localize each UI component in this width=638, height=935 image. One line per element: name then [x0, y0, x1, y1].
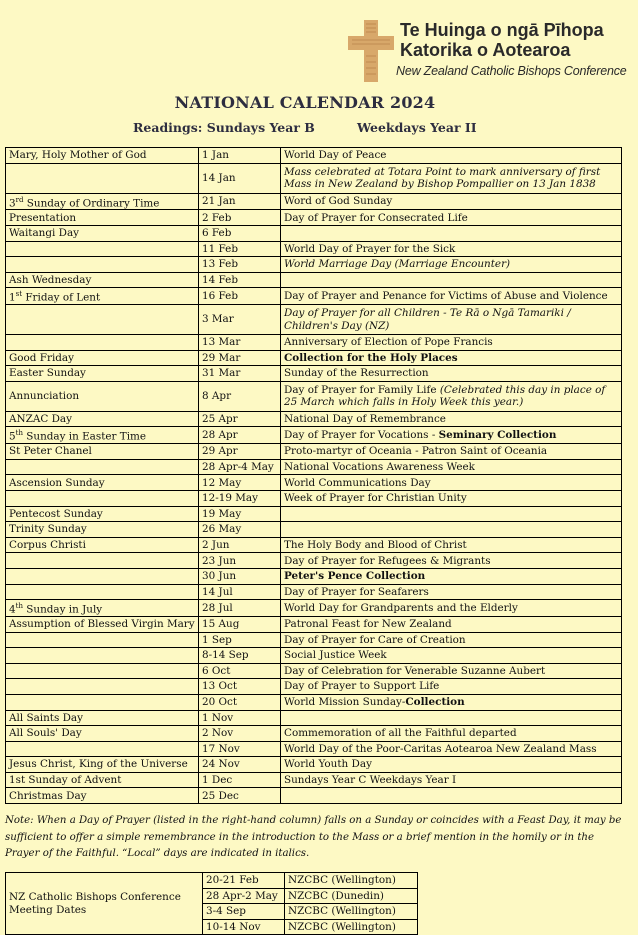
feast-cell: Good Friday	[6, 350, 199, 366]
table-row	[6, 584, 622, 600]
feast-cell: Corpus Christi	[6, 537, 199, 553]
meeting-place: NZCBC (Wellington)	[285, 873, 418, 889]
table-row	[6, 757, 622, 773]
org-name-maori-2: Katorika o Aotearoa	[400, 40, 571, 60]
table-row	[6, 741, 622, 757]
feast-cell: Ash Wednesday	[6, 272, 199, 288]
observance-cell: Mass celebrated at Totara Point to mark anniversary of first Mass in New Zealand by Bishop Pompallier on 13 Jan 1838	[281, 163, 622, 193]
date-cell: 26 May	[199, 522, 281, 538]
feast-cell: 5th Sunday in Easter Time	[6, 427, 199, 444]
date-cell: 1 Nov	[199, 710, 281, 726]
date-cell: 1 Sep	[199, 632, 281, 648]
date-cell: 25 Apr	[199, 411, 281, 427]
table-row	[6, 272, 622, 288]
observance-cell: World Day for Grandparents and the Elderly	[281, 600, 622, 617]
date-cell: 2 Jun	[199, 537, 281, 553]
footnote: Note: When a Day of Prayer (listed in the right-hand column) falls on a Sunday or coincides with a Feast Day, it may be sufficient to offer a simple remembrance in the introduction to the Mass or a brief mention in the homily or in the Prayer of the Faithful. “Local” days are indicated in italics.	[5, 815, 622, 859]
table-row	[6, 694, 622, 710]
feast-cell: Annunciation	[6, 381, 199, 411]
table-row	[6, 648, 622, 664]
table-row	[6, 772, 622, 788]
feast-cell	[6, 568, 199, 584]
observance-cell	[281, 225, 622, 241]
feast-cell: Waitangi Day	[6, 225, 199, 241]
observance-cell: Day of Celebration for Venerable Suzanne Aubert	[281, 663, 622, 679]
table-row	[6, 193, 622, 210]
date-cell: 12 May	[199, 475, 281, 491]
feast-cell	[6, 305, 199, 335]
table-row	[6, 305, 622, 335]
observance-cell	[281, 272, 622, 288]
feast-cell: Trinity Sunday	[6, 522, 199, 538]
observance-cell	[281, 427, 622, 444]
observance-cell	[281, 522, 622, 538]
observance-cell: Proto-martyr of Oceania - Patron Saint of Oceania	[281, 444, 622, 460]
table-row	[6, 257, 622, 273]
observance-cell: World Day of Peace	[281, 148, 622, 164]
feast-cell: 3rd Sunday of Ordinary Time	[6, 193, 199, 210]
feast-cell	[6, 241, 199, 257]
table-row	[6, 632, 622, 648]
observance-cell: Day of Prayer and Penance for Victims of Abuse and Violence	[281, 288, 622, 305]
observance-cell: The Holy Body and Blood of Christ	[281, 537, 622, 553]
feast-cell	[6, 663, 199, 679]
feast-cell: Assumption of Blessed Virgin Mary	[6, 616, 199, 632]
feast-cell: 4th Sunday in July	[6, 600, 199, 617]
feast-cell	[6, 741, 199, 757]
date-cell: 28 Apr-4 May	[199, 459, 281, 475]
observance-cell	[281, 694, 622, 710]
date-cell: 13 Feb	[199, 257, 281, 273]
org-name-english: New Zealand Catholic Bishops Conference	[396, 64, 627, 78]
observance-cell: Sundays Year C Weekdays Year I	[281, 772, 622, 788]
cross-logo-icon	[346, 18, 398, 84]
observance-cell: World Day of the Poor-Caritas Aotearoa New Zealand Mass	[281, 741, 622, 757]
observance-cell: Day of Prayer for Care of Creation	[281, 632, 622, 648]
observance-cell: National Vocations Awareness Week	[281, 459, 622, 475]
feast-cell: St Peter Chanel	[6, 444, 199, 460]
table-row	[6, 726, 622, 742]
table-row	[6, 679, 622, 695]
feast-cell	[6, 553, 199, 569]
date-cell: 3 Mar	[199, 305, 281, 335]
table-row	[6, 350, 622, 366]
meeting-date: 3-4 Sep	[203, 904, 285, 920]
observance-cell	[281, 788, 622, 804]
observance-cell: National Day of Remembrance	[281, 411, 622, 427]
feast-cell	[6, 632, 199, 648]
observance-extra: (Celebrated this day in place of 25 March which falls in Holy Week this year.)	[284, 384, 606, 409]
date-cell: 13 Mar	[199, 335, 281, 351]
observance-cell	[281, 381, 622, 411]
feast-cell: Presentation	[6, 210, 199, 226]
observance-cell: Week of Prayer for Christian Unity	[281, 491, 622, 507]
observance-extra: Collection	[405, 696, 465, 709]
date-cell: 19 May	[199, 506, 281, 522]
meeting-date: 20-21 Feb	[203, 873, 285, 889]
table-row	[6, 553, 622, 569]
date-cell: 2 Feb	[199, 210, 281, 226]
date-cell: 28 Jul	[199, 600, 281, 617]
observance-cell: World Day of Prayer for the Sick	[281, 241, 622, 257]
table-row	[6, 475, 622, 491]
date-cell: 20 Oct	[199, 694, 281, 710]
table-row	[6, 506, 622, 522]
table-row	[6, 241, 622, 257]
observance-cell: Word of God Sunday	[281, 193, 622, 210]
meeting-place: NZCBC (Dunedin)	[285, 888, 418, 904]
feast-cell: Jesus Christ, King of the Universe	[6, 757, 199, 773]
observance-cell: Peter's Pence Collection	[281, 568, 622, 584]
date-cell: 12-19 May	[199, 491, 281, 507]
observance-cell: Social Justice Week	[281, 648, 622, 664]
table-row	[6, 710, 622, 726]
observance-extra: Seminary Collection	[438, 429, 557, 442]
table-row	[6, 537, 622, 553]
feast-cell: Mary, Holy Mother of God	[6, 148, 199, 164]
date-cell: 15 Aug	[199, 616, 281, 632]
date-cell: 17 Nov	[199, 741, 281, 757]
feast-cell: All Souls' Day	[6, 726, 199, 742]
date-cell: 31 Mar	[199, 366, 281, 382]
feast-cell: Easter Sunday	[6, 366, 199, 382]
calendar-table	[5, 147, 622, 804]
date-cell: 6 Oct	[199, 663, 281, 679]
date-cell: 16 Feb	[199, 288, 281, 305]
feast-cell	[6, 491, 199, 507]
date-cell: 25 Dec	[199, 788, 281, 804]
date-cell: 14 Feb	[199, 272, 281, 288]
table-row	[6, 491, 622, 507]
date-cell: 24 Nov	[199, 757, 281, 773]
table-row	[6, 381, 622, 411]
table-row	[6, 411, 622, 427]
table-row	[6, 663, 622, 679]
meeting-date: 10-14 Nov	[203, 919, 285, 935]
observance-cell: Patronal Feast for New Zealand	[281, 616, 622, 632]
date-cell: 28 Apr	[199, 427, 281, 444]
date-cell: 29 Apr	[199, 444, 281, 460]
meeting-place: NZCBC (Wellington)	[285, 904, 418, 920]
table-row	[6, 522, 622, 538]
table-row	[6, 366, 622, 382]
date-cell: 30 Jun	[199, 568, 281, 584]
observance-cell: World Communications Day	[281, 475, 622, 491]
date-cell: 14 Jan	[199, 163, 281, 193]
readings-weekday: Weekdays Year II	[357, 120, 477, 135]
meeting-date: 28 Apr-2 May	[203, 888, 285, 904]
meeting-label: NZ Catholic Bishops Conference Meeting Dates	[6, 873, 203, 935]
date-cell: 21 Jan	[199, 193, 281, 210]
date-cell: 29 Mar	[199, 350, 281, 366]
observance-cell	[281, 506, 622, 522]
date-cell: 11 Feb	[199, 241, 281, 257]
date-cell: 23 Jun	[199, 553, 281, 569]
table-row	[6, 148, 622, 164]
feast-cell	[6, 257, 199, 273]
table-row	[6, 600, 622, 617]
date-cell: 2 Nov	[199, 726, 281, 742]
table-row	[6, 288, 622, 305]
feast-cell	[6, 459, 199, 475]
feast-cell	[6, 648, 199, 664]
feast-cell	[6, 335, 199, 351]
observance-cell: Day of Prayer for Seafarers	[281, 584, 622, 600]
observance-text: World Mission Sunday-	[284, 696, 406, 709]
table-row	[6, 225, 622, 241]
observance-text: Day of Prayer for Family Life	[284, 384, 437, 397]
table-row	[6, 210, 622, 226]
feast-cell: Ascension Sunday	[6, 475, 199, 491]
observance-text: Day of Prayer for Vocations -	[284, 429, 439, 442]
observance-cell	[281, 710, 622, 726]
table-row	[6, 616, 622, 632]
date-cell: 14 Jul	[199, 584, 281, 600]
table-row	[6, 568, 622, 584]
table-row	[6, 788, 622, 804]
observance-cell: Collection for the Holy Places	[281, 350, 622, 366]
date-cell: 8-14 Sep	[199, 648, 281, 664]
feast-cell: 1st Sunday of Advent	[6, 772, 199, 788]
meeting-place: NZCBC (Wellington)	[285, 919, 418, 935]
feast-cell: All Saints Day	[6, 710, 199, 726]
observance-cell: World Youth Day	[281, 757, 622, 773]
readings-sunday: Readings: Sundays Year B	[133, 120, 315, 135]
observance-cell: Day of Prayer for Consecrated Life	[281, 210, 622, 226]
date-cell: 13 Oct	[199, 679, 281, 695]
meeting-row	[6, 873, 418, 889]
feast-cell: 1st Friday of Lent	[6, 288, 199, 305]
feast-cell	[6, 584, 199, 600]
page-title: NATIONAL CALENDAR 2024	[174, 93, 436, 112]
feast-cell: ANZAC Day	[6, 411, 199, 427]
date-cell: 6 Feb	[199, 225, 281, 241]
observance-cell: Day of Prayer for all Children - Te Rā o Ngā Tamariki / Children's Day (NZ)	[281, 305, 622, 335]
table-row	[6, 444, 622, 460]
observance-cell: Anniversary of Election of Pope Francis	[281, 335, 622, 351]
feast-cell	[6, 694, 199, 710]
table-row	[6, 459, 622, 475]
date-cell: 1 Jan	[199, 148, 281, 164]
date-cell: 1 Dec	[199, 772, 281, 788]
observance-cell: Day of Prayer for Refugees & Migrants	[281, 553, 622, 569]
table-row	[6, 163, 622, 193]
table-row	[6, 335, 622, 351]
feast-cell: Christmas Day	[6, 788, 199, 804]
org-name-maori-1: Te Huinga o ngā Pīhopa	[400, 20, 604, 40]
table-row	[6, 427, 622, 444]
date-cell: 8 Apr	[199, 381, 281, 411]
feast-cell	[6, 163, 199, 193]
observance-cell: Sunday of the Resurrection	[281, 366, 622, 382]
observance-cell: World Marriage Day (Marriage Encounter)	[281, 257, 622, 273]
meeting-dates-table	[5, 872, 418, 935]
feast-cell: Pentecost Sunday	[6, 506, 199, 522]
feast-cell	[6, 679, 199, 695]
observance-cell: Day of Prayer to Support Life	[281, 679, 622, 695]
observance-cell: Commemoration of all the Faithful departed	[281, 726, 622, 742]
conference-logo	[346, 18, 636, 88]
